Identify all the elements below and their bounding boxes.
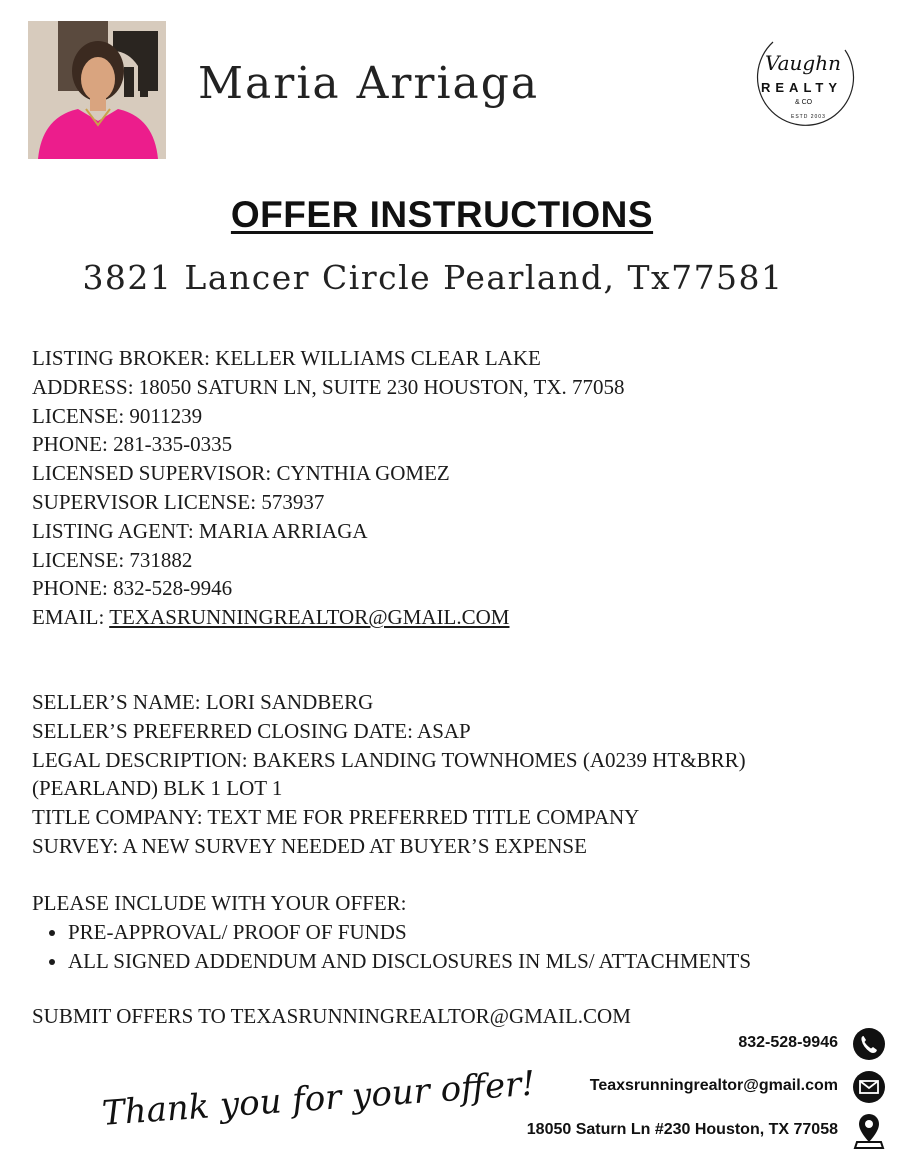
broker-license: LICENSE: 9011239 [32, 403, 203, 428]
brand-logo [755, 22, 865, 140]
title-company: TITLE COMPANY: TEXT ME FOR PREFERRED TITLE COMPANY [32, 805, 640, 830]
broker-phone: PHONE: 281-335-0335 [32, 432, 233, 457]
signature [98, 1062, 537, 1152]
listing-broker: LISTING BROKER: KELLER WILLIAMS CLEAR LAKE [32, 346, 541, 370]
survey: SURVEY: A NEW SURVEY NEEDED AT BUYER’S EXPENSE [32, 833, 587, 858]
include-list [32, 918, 872, 976]
listing-info [32, 344, 872, 632]
page-title-text: OFFER INSTRUCTIONS [230, 194, 654, 235]
list-item: • ALL SIGNED ADDENDUM AND DISCLOSURES IN MLS/ ATTACHMENTS [68, 947, 872, 976]
agent-photo [28, 21, 166, 159]
listing-agent: LISTING AGENT: MARIA ARRIAGA [32, 518, 368, 543]
page-title [0, 194, 884, 236]
include-heading: PLEASE INCLUDE WITH YOUR OFFER: [32, 891, 407, 915]
location-pin-icon [852, 1112, 886, 1146]
submit-instructions: SUBMIT OFFERS TO TEXASRUNNINGREALTOR@GMAIL.COM [32, 1004, 631, 1028]
include-section [32, 889, 872, 975]
logo-est: ESTD 2003 [791, 114, 826, 120]
agent-email [32, 603, 872, 632]
avatar [28, 21, 166, 159]
agent-name: Maria Arriaga [198, 58, 540, 109]
legal-description-cont: (PEARLAND) BLK 1 LOT 1 [32, 776, 283, 801]
seller-name: SELLER’S NAME: LORI SANDBERG [32, 690, 374, 714]
supervisor-license: SUPERVISOR LICENSE: 573937 [32, 489, 325, 514]
logo-sub: & CO [795, 99, 813, 106]
footer-address: 18050 Saturn Ln #230 Houston, TX 77058 [526, 1121, 838, 1138]
phone-icon [852, 1027, 886, 1061]
property-address: 3821 Lancer Circle Pearland, Tx77581 [82, 258, 784, 297]
email-label: EMAIL: [32, 605, 110, 630]
seller-info [32, 688, 872, 861]
footer-email[interactable]: Teaxsrunningrealtor@gmail.com [589, 1077, 838, 1094]
logo-word: REALTY [761, 80, 843, 95]
legal-description: LEGAL DESCRIPTION: BAKERS LANDING TOWNHOMES (A0239 HT&BRR) [32, 747, 746, 772]
signature-text: Thank you for your offer! [100, 1063, 537, 1134]
agent-license: LICENSE: 731882 [32, 547, 193, 572]
logo-script: Vaughn [765, 51, 841, 75]
mail-icon [852, 1070, 886, 1104]
footer-phone[interactable]: 832-528-9946 [738, 1034, 838, 1051]
licensed-supervisor: LICENSED SUPERVISOR: CYNTHIA GOMEZ [32, 461, 450, 486]
closing-date: SELLER’S PREFERRED CLOSING DATE: ASAP [32, 718, 471, 743]
agent-phone: PHONE: 832-528-9946 [32, 576, 233, 601]
list-item: • PRE-APPROVAL/ PROOF OF FUNDS [68, 918, 872, 947]
broker-address: ADDRESS: 18050 SATURN LN, SUITE 230 HOUSTON, TX. 77058 [32, 374, 625, 399]
email-link[interactable]: TEXASRUNNINGREALTOR@GMAIL.COM [109, 605, 510, 630]
